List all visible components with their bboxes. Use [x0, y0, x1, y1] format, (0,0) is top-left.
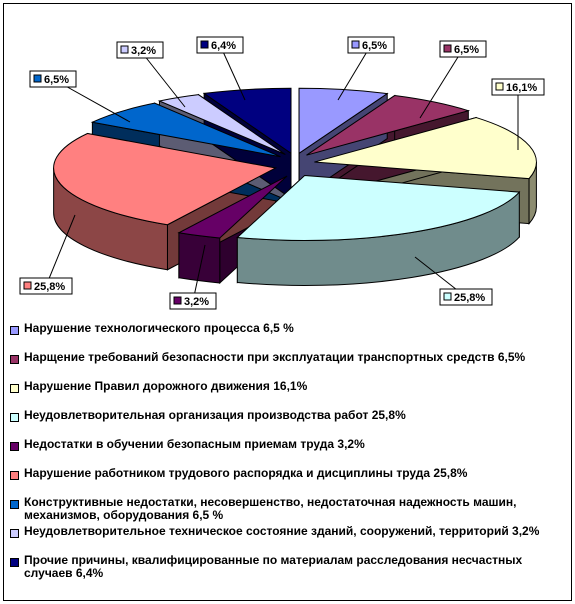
legend-item [10, 380, 560, 409]
data-label [440, 289, 492, 305]
legend-label: Недостатки в обучении безопасным приемам труда 3,2% [24, 437, 365, 451]
data-label-text: 6,5% [454, 44, 480, 56]
legend-swatch [10, 384, 19, 393]
data-label-swatch [121, 46, 128, 53]
data-label-swatch [174, 297, 181, 304]
legend-item [10, 322, 560, 351]
legend-item [10, 409, 560, 438]
legend-label: Нарщение требований безопасности при эксплуатации транспортных средств 6,5% [24, 350, 526, 364]
data-label-text: 16,1% [506, 82, 538, 94]
data-label-swatch [201, 41, 208, 48]
legend-label: Конструктивные недостатки, несовершенство, недостаточная надежность машин, механизмов, оборудования 6,5 % [24, 495, 517, 522]
data-label-swatch [496, 83, 503, 90]
legend-swatch [10, 442, 19, 451]
data-label-text: 6,5% [362, 40, 388, 52]
data-label [492, 79, 544, 95]
data-label-text: 25,8% [454, 292, 486, 304]
data-label [170, 293, 216, 309]
data-label-text: 6,4% [211, 40, 237, 52]
data-label-text: 3,2% [184, 296, 210, 308]
legend-label: Прочие причины, квалифицированные по материалам расследования несчастных случаев 6,4% [24, 553, 523, 580]
legend-label: Неудовлетворительная организация производства работ 25,8% [24, 408, 406, 422]
data-label-swatch [34, 75, 41, 82]
data-label-swatch [352, 41, 359, 48]
legend-swatch [10, 471, 19, 480]
data-label-swatch [444, 293, 451, 300]
data-label [117, 42, 163, 58]
legend-item [10, 467, 560, 496]
legend [10, 322, 560, 583]
legend-label: Нарушение работником трудового распорядка и дисциплины труда 25,8% [24, 466, 468, 480]
legend-item [10, 438, 560, 467]
legend-label: Неудовлетворительное техническое состояние зданий, сооружений, территорий 3,2% [24, 524, 540, 538]
data-label-text: 25,8% [34, 281, 66, 293]
legend-item [10, 554, 560, 583]
legend-item [10, 496, 560, 525]
legend-swatch [10, 558, 19, 567]
data-label-swatch [24, 282, 31, 289]
data-label-swatch [444, 45, 451, 52]
legend-label: Нарушение технологического процесса 6,5 % [24, 321, 294, 335]
data-label [197, 37, 243, 53]
legend-swatch [10, 413, 19, 422]
data-label [440, 41, 486, 57]
legend-item [10, 351, 560, 380]
legend-label: Нарушение Правил дорожного движения 16,1% [24, 379, 308, 393]
data-label-text: 3,2% [131, 45, 157, 57]
legend-item [10, 525, 560, 554]
data-label [30, 71, 76, 87]
data-label-text: 6,5% [44, 74, 70, 86]
legend-swatch [10, 326, 19, 335]
data-label [348, 37, 394, 53]
legend-swatch [10, 355, 19, 364]
leader-line [140, 50, 185, 107]
data-label [20, 278, 72, 294]
pie-slice-side [179, 233, 220, 283]
legend-swatch [10, 529, 19, 538]
legend-swatch [10, 500, 19, 509]
